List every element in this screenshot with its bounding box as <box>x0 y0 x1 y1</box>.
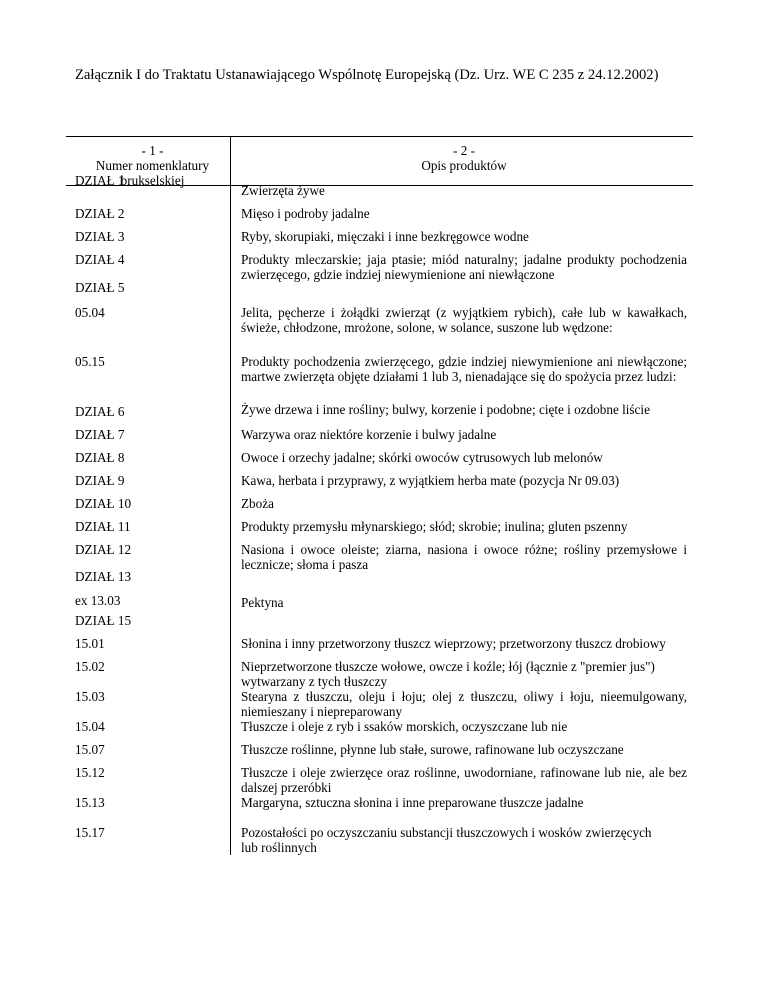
row-description: Zwierzęta żywe <box>241 183 325 198</box>
row-code: 15.03 <box>75 689 105 704</box>
row-description: Kawa, herbata i przyprawy, z wyjątkiem herba mate (pozycja Nr 09.03) <box>241 473 620 488</box>
row-description: Nasiona i owoce oleiste; ziarna, nasiona i owoce różne; rośliny przemysłowe i lecznicze; słoma i pasza <box>241 542 687 572</box>
row-description: Produkty mleczarskie; jaja ptasie; miód naturalny; jadalne produkty pochodzenia zwierzęcego, gdzie indziej niewymienione ani niewłączone <box>241 252 687 282</box>
row-description: Tłuszcze i oleje zwierzęce oraz roślinne, uwodorniane, rafinowane lub nie, ale bez dalszej przeróbki <box>241 765 687 795</box>
row-description: Jelita, pęcherze i żołądki zwierząt (z wyjątkiem rybich), całe lub w kawałkach, świeże, chłodzone, mrożone, solone, w solance, suszone lub wędzone: <box>241 305 687 335</box>
row-code: 15.07 <box>75 742 105 757</box>
column-1-label: Numer nomenklatury brukselskiej <box>95 158 210 188</box>
row-code: DZIAŁ 9 <box>75 473 125 488</box>
row-code: 15.17 <box>75 825 105 840</box>
row-code: DZIAŁ 13 <box>75 569 132 584</box>
column-1-number: - 1 - <box>141 143 164 158</box>
table-top-rule <box>66 136 693 137</box>
row-description: Pozostałości po oczyszczaniu substancji tłuszczowych i wosków zwierzęcych lub roślinnych <box>241 825 652 855</box>
row-code: 15.13 <box>75 795 105 810</box>
row-code: 15.12 <box>75 765 105 780</box>
row-code: DZIAŁ 7 <box>75 427 125 442</box>
document-title: Załącznik I do Traktatu Ustanawiającego Wspólnotę Europejską (Dz. Urz. WE C 235 z 24.12.2002) <box>75 67 659 83</box>
row-description: Tłuszcze roślinne, płynne lub stałe, surowe, rafinowane lub oczyszczane <box>241 742 624 757</box>
row-description: Produkty przemysłu młynarskiego; słód; skrobie; inulina; gluten pszenny <box>241 519 628 534</box>
column-divider <box>230 136 231 855</box>
row-code: 05.04 <box>75 305 105 320</box>
row-description: Mięso i podroby jadalne <box>241 206 370 221</box>
row-code: DZIAŁ 1 <box>75 173 125 188</box>
row-description: Tłuszcze i oleje z ryb i ssaków morskich, oczyszczane lub nie <box>241 719 568 734</box>
row-code: 15.01 <box>75 636 105 651</box>
row-code: DZIAŁ 8 <box>75 450 125 465</box>
column-2-label: Opis produktów <box>421 158 507 173</box>
row-description: Pektyna <box>241 595 284 610</box>
row-code: 05.15 <box>75 354 105 369</box>
row-code: DZIAŁ 15 <box>75 613 132 628</box>
row-code: 15.04 <box>75 719 105 734</box>
row-description: Warzywa oraz niektóre korzenie i bulwy jadalne <box>241 427 497 442</box>
row-description: Słonina i inny przetworzony tłuszcz wieprzowy; przetworzony tłuszcz drobiowy <box>241 636 666 651</box>
row-code: DZIAŁ 3 <box>75 229 125 244</box>
row-description: Ryby, skorupiaki, mięczaki i inne bezkręgowce wodne <box>241 229 529 244</box>
column-2-header <box>241 143 687 173</box>
row-code: DZIAŁ 6 <box>75 404 125 419</box>
column-2-number: - 2 - <box>453 143 475 158</box>
row-code: DZIAŁ 11 <box>75 519 131 534</box>
row-description: Nieprzetworzone tłuszcze wołowe, owcze i koźle; łój (łącznie z "premier jus") wytwarzany z tych tłuszczy <box>241 659 655 689</box>
row-code: DZIAŁ 5 <box>75 280 125 295</box>
row-code: DZIAŁ 12 <box>75 542 132 557</box>
row-description: Żywe drzewa i inne rośliny; bulwy, korzenie i podobne; cięte i ozdobne liście <box>241 402 650 417</box>
row-code: DZIAŁ 10 <box>75 496 132 511</box>
row-code: ex 13.03 <box>75 593 121 608</box>
row-description: Zboża <box>241 496 274 511</box>
row-description: Stearyna z tłuszczu, oleju i łoju; olej z tłuszczu, oliwy i łoju, nieemulgowany, niemieszany i niepreparowany <box>241 689 687 719</box>
row-description: Margaryna, sztuczna słonina i inne preparowane tłuszcze jadalne <box>241 795 584 810</box>
row-code: DZIAŁ 2 <box>75 206 125 221</box>
row-code: 15.02 <box>75 659 105 674</box>
row-code: DZIAŁ 4 <box>75 252 125 267</box>
row-description: Owoce i orzechy jadalne; skórki owoców cytrusowych lub melonów <box>241 450 603 465</box>
row-description: Produkty pochodzenia zwierzęcego, gdzie indziej niewymienione ani niewłączone; martwe zwierzęta objęte działami 1 lub 3, nienadające się do spożycia przez ludzi: <box>241 354 687 384</box>
